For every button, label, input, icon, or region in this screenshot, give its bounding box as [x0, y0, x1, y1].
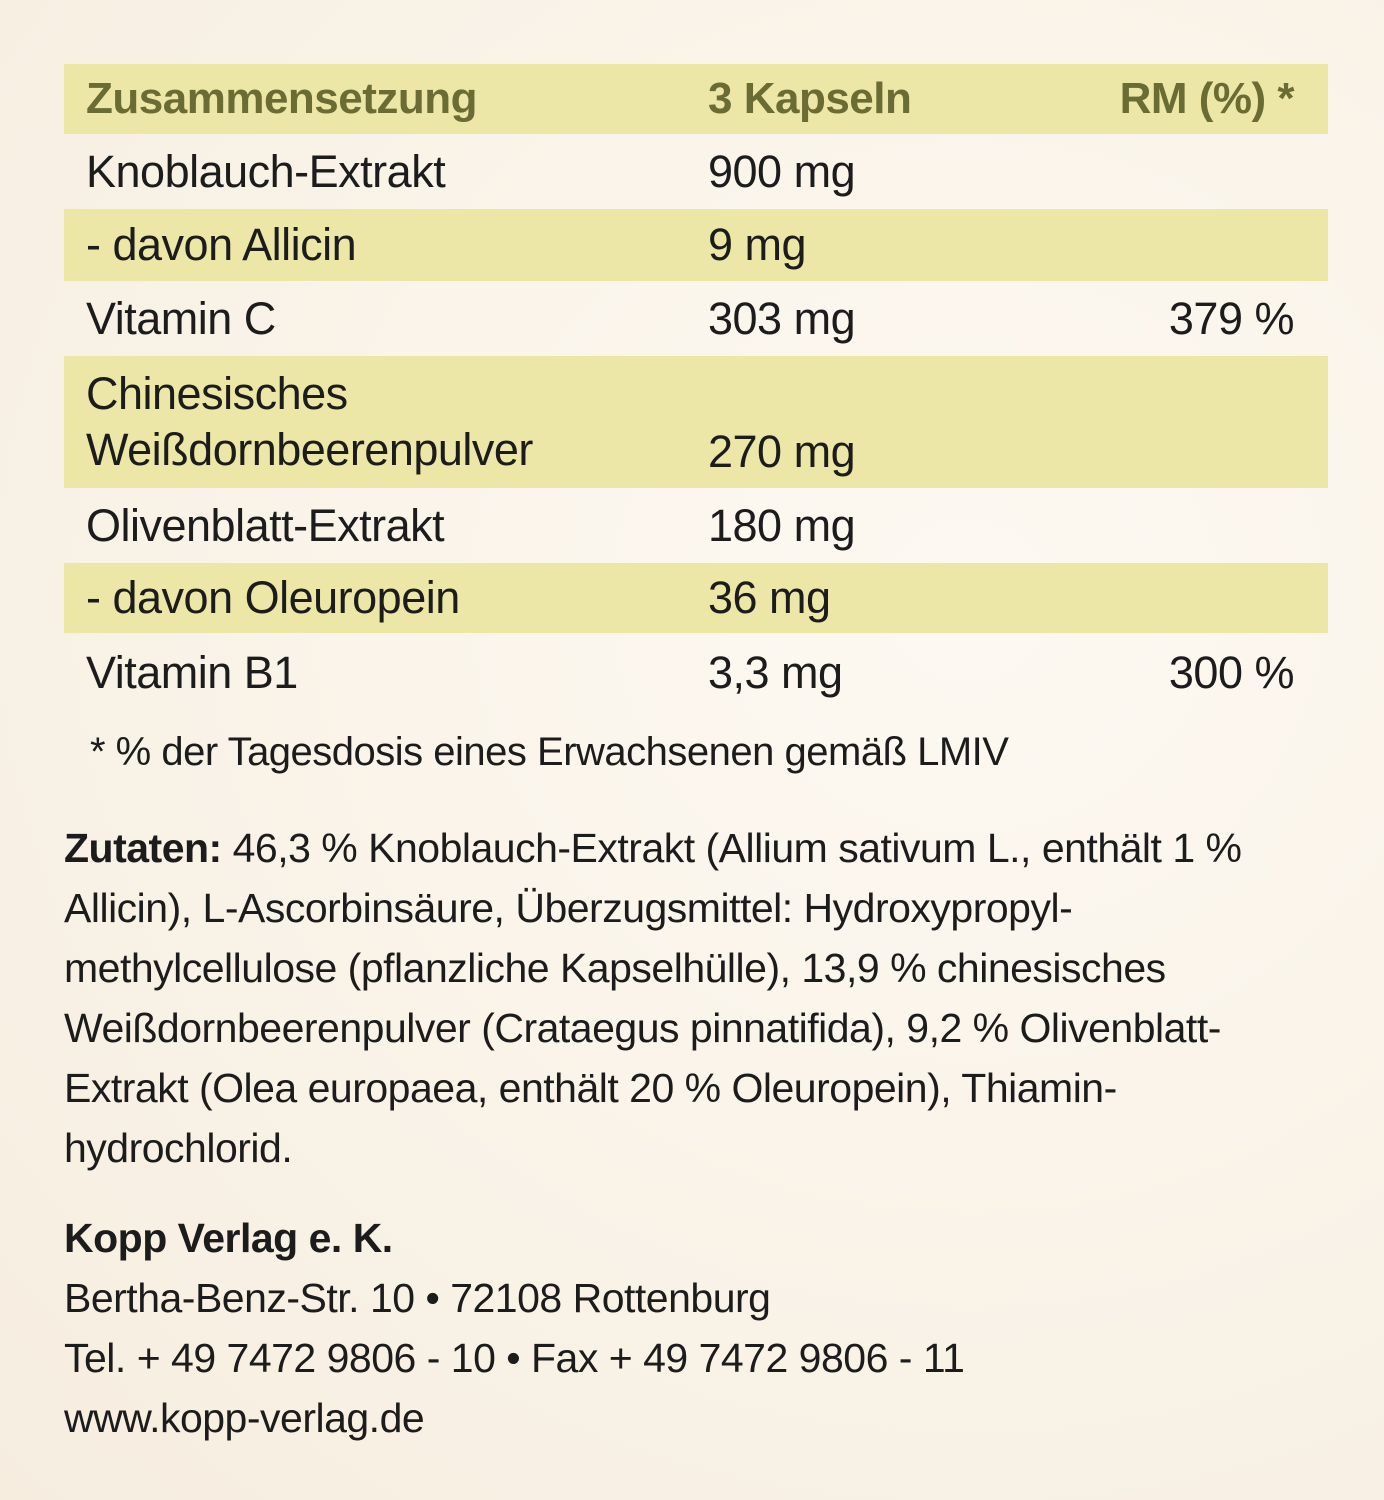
header-capsules: 3 Kapseln: [708, 74, 912, 123]
ingredient-name-line2: Weißdornbeerenpulver: [86, 424, 533, 475]
ingredient-name: Vitamin C: [86, 292, 276, 344]
table-row: [64, 356, 1328, 488]
table-header-row: [64, 64, 1328, 134]
ingredient-amount: 180 mg: [708, 499, 856, 551]
publisher-phone: Tel. + 49 7472 9806 - 10 • Fax + 49 7472 9806 - 11: [64, 1335, 965, 1381]
composition-table: [64, 64, 1328, 713]
ingredient-name: - davon Allicin: [86, 219, 357, 270]
ingredient-rm: 300 %: [1168, 647, 1294, 698]
header-rm: RM (%) *: [1119, 74, 1294, 123]
ingredient-name: Olivenblatt-Extrakt: [86, 499, 445, 551]
publisher-address: Bertha-Benz-Str. 10 • 72108 Rottenburg: [64, 1275, 771, 1321]
header-composition: Zusammensetzung: [86, 74, 478, 123]
rm-footnote: * % der Tagesdosis eines Erwachsenen gemäß LMIV: [90, 730, 1009, 774]
ingredients-text: 46,3 % Knoblauch-Extrakt (Allium sativum L., enthält 1 % Allicin), L-Ascorbinsäure, Überzugsmittel: Hydroxypropyl-methylcellulose (pflanzliche Kapselhülle), 13,9 % chinesisches Weißdornbeerenpulver (Crataegus pinnatifida), 9,2 % Olivenblatt-Extrakt (Olea europaea, enthält 20 % Oleuropein), Thiamin-hydrochlorid.: [64, 825, 1242, 1171]
ingredient-name-line1: Chinesisches: [86, 368, 348, 419]
ingredient-rm: 379 %: [1168, 292, 1294, 344]
ingredient-name: Knoblauch-Extrakt: [86, 145, 446, 197]
ingredient-name: - davon Oleuropein: [86, 572, 460, 623]
table-row: [64, 134, 1328, 209]
ingredient-name: Vitamin B1: [86, 647, 298, 698]
ingredient-amount: 900 mg: [708, 145, 856, 197]
ingredient-amount: 9 mg: [708, 219, 807, 270]
ingredient-amount: 3,3 mg: [708, 647, 843, 698]
ingredient-amount: 270 mg: [708, 426, 856, 477]
ingredient-name: [86, 366, 533, 478]
publisher-block: [64, 1208, 964, 1448]
publisher-website[interactable]: www.kopp-verlag.de: [64, 1395, 425, 1441]
table-row: [64, 563, 1328, 633]
table-row: [64, 281, 1328, 356]
ingredient-amount: 303 mg: [708, 292, 856, 344]
table-row: [64, 209, 1328, 281]
table-row: [64, 488, 1328, 563]
ingredients-paragraph: [64, 818, 1324, 1178]
ingredient-amount: 36 mg: [708, 572, 831, 623]
table-row: [64, 633, 1328, 713]
ingredients-label: Zutaten:: [64, 825, 222, 871]
publisher-name: Kopp Verlag e. K.: [64, 1215, 393, 1261]
